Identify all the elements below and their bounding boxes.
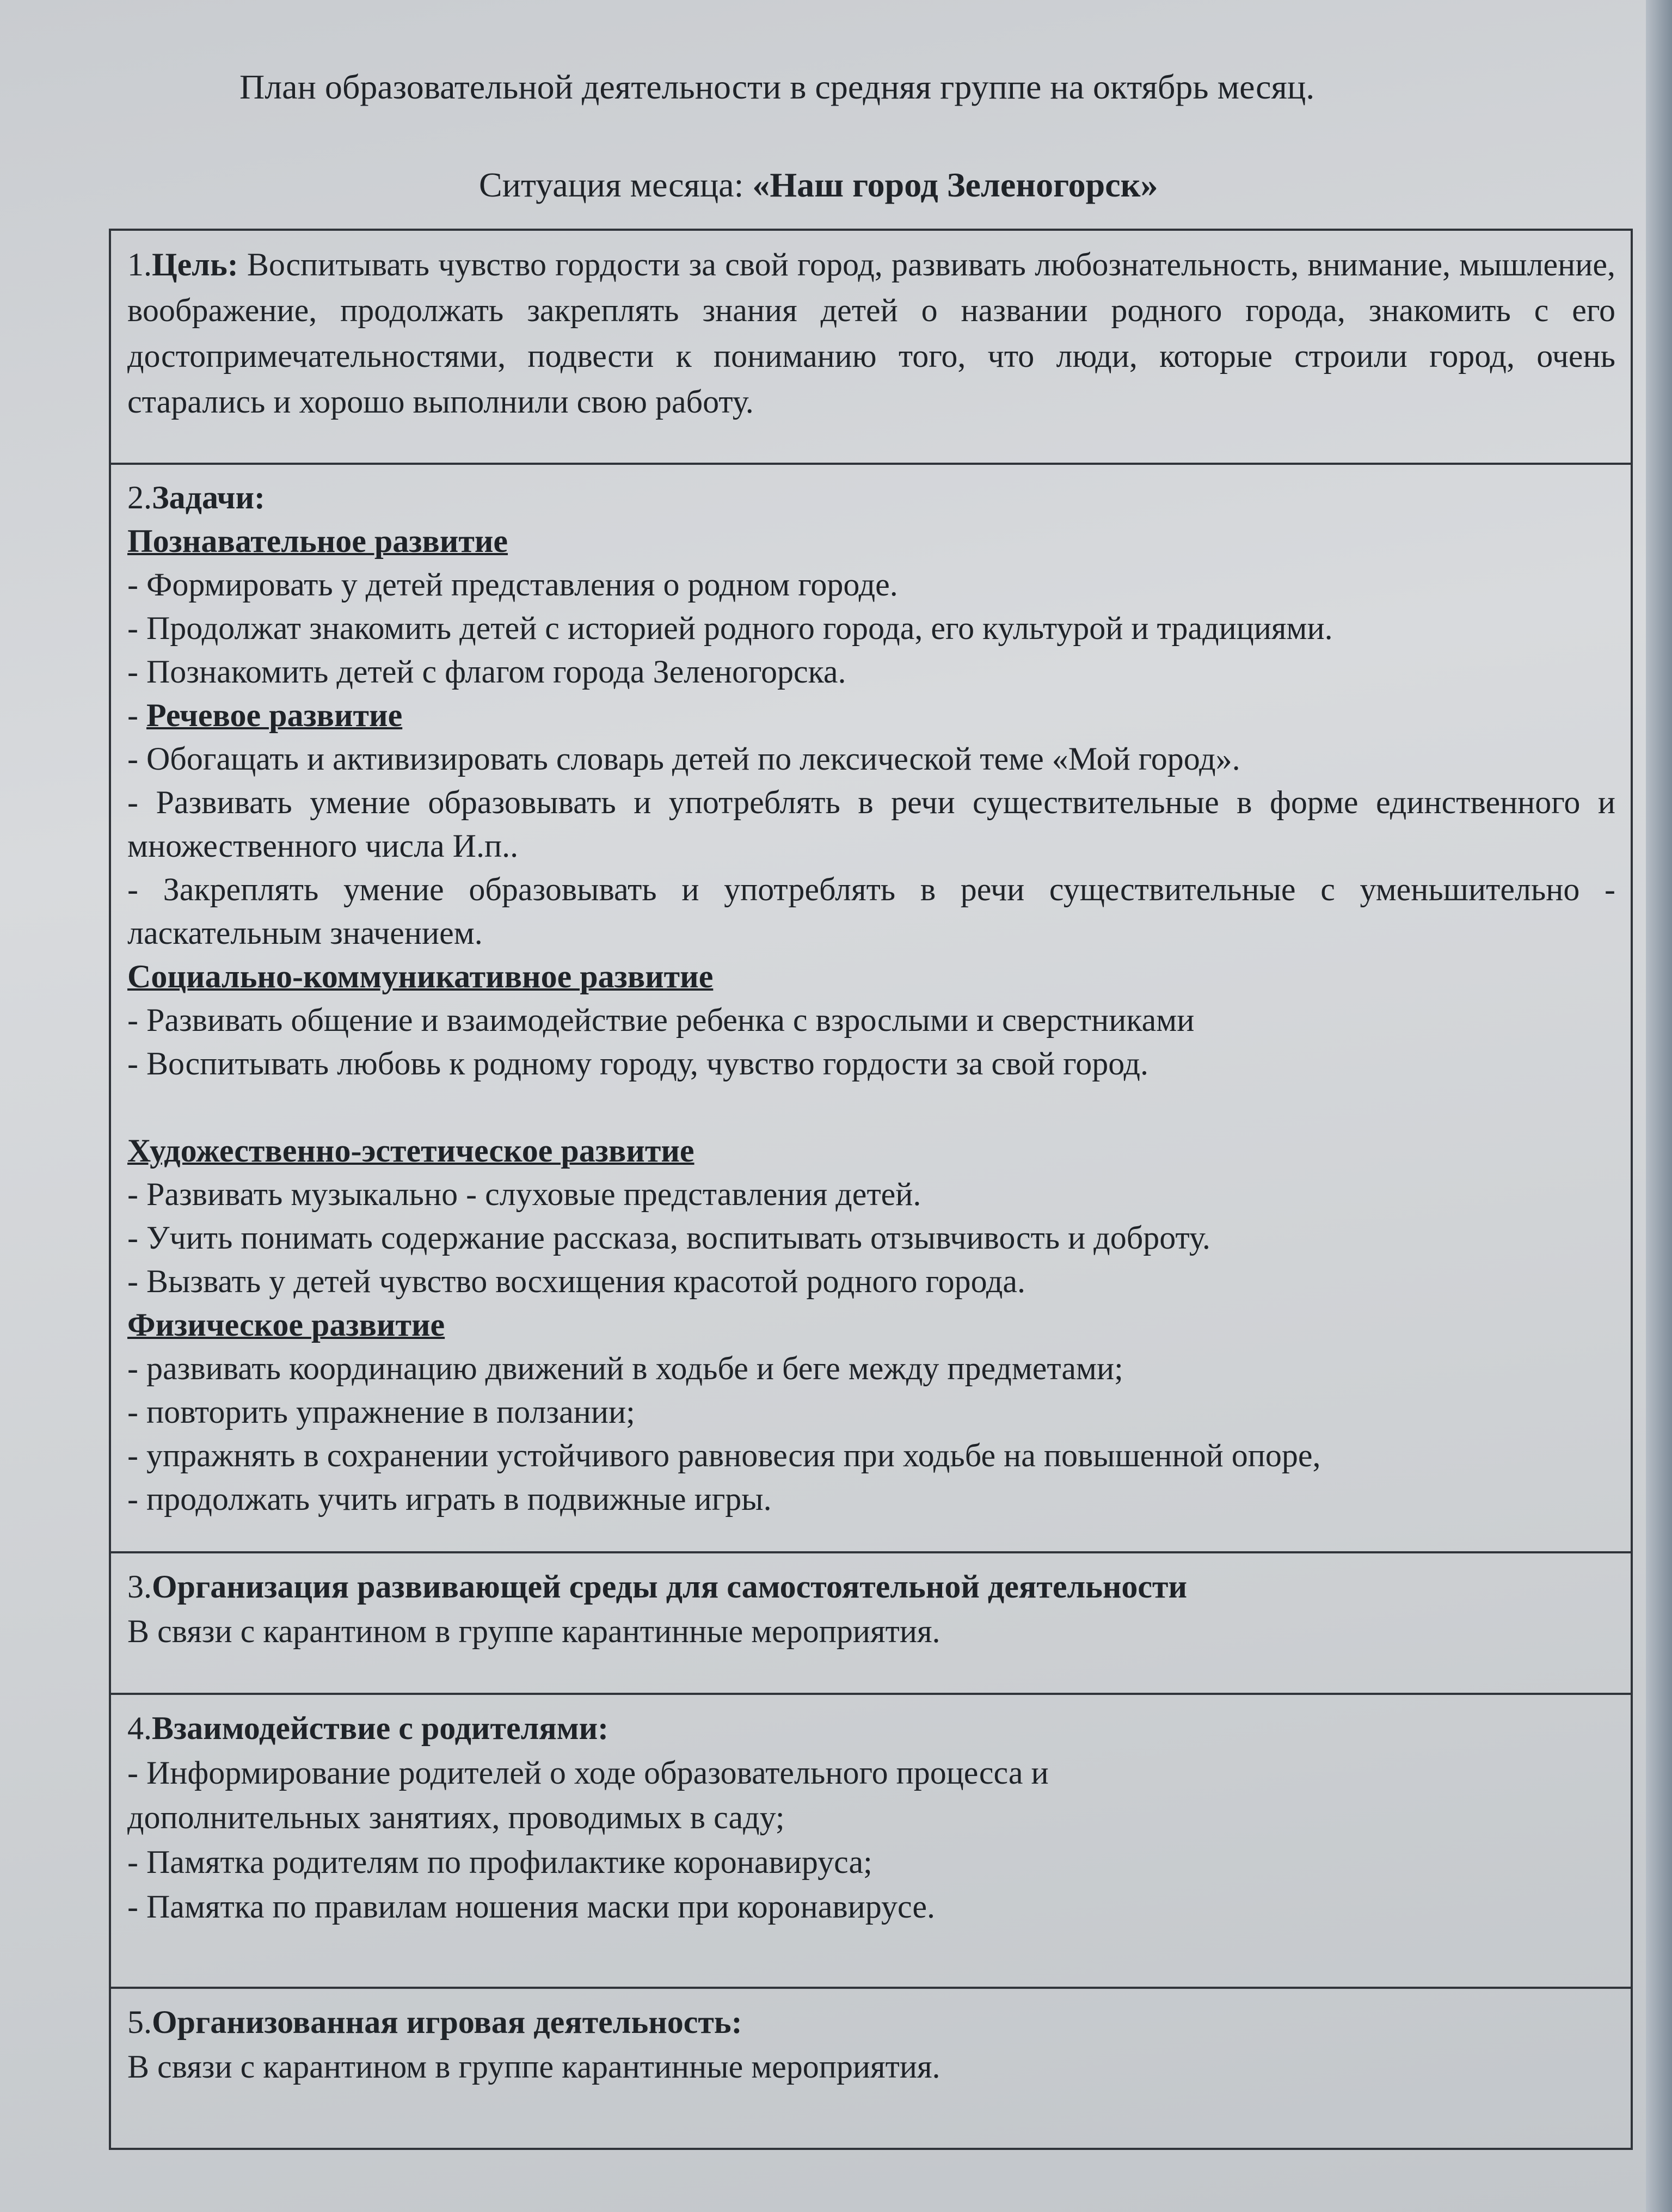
list-item: - Вызвать у детей чувство восхищения красотой родного города.	[127, 1263, 1025, 1299]
goal-section	[111, 231, 1631, 465]
page-title: План образовательной деятельности в средняя группе на октябрь месяц.	[239, 67, 1315, 106]
goal-text: Воспитывать чувство гордости за свой город, развивать любознательность, внимание, мышление, воображение, продолжать закреплять знания детей о названии родного города, знакомить с его достопримечательностями, подвести к пониманию того, что люди, которые строили город, очень старались и хорошо выполнили свою работу.	[127, 247, 1616, 420]
physical-heading: Физическое развитие	[127, 1307, 445, 1343]
parents-label: Взаимодействие с родителями:	[152, 1710, 609, 1746]
list-item: - Учить понимать содержание рассказа, воспитывать отзывчивость и доброту.	[127, 1220, 1210, 1256]
speech-prefix: -	[127, 697, 146, 733]
parents-number: 4.	[127, 1710, 152, 1746]
speech-heading-row	[127, 693, 1615, 737]
tasks-number: 2.	[127, 480, 152, 515]
list-item: - Памятка по правилам ношения маски при коронавирусе.	[127, 1889, 935, 1925]
speech-heading: Речевое развитие	[146, 697, 403, 733]
play-section	[111, 1989, 1631, 2152]
page-subtitle	[479, 163, 1513, 207]
list-item: - Развивать умение образовывать и употреблять в речи существительные в форме единственного и множественного числа И.п..	[127, 784, 1615, 864]
artistic-heading: Художественно-эстетическое развитие	[127, 1133, 694, 1169]
play-number: 5.	[127, 2004, 152, 2040]
list-item: - повторить упражнение в ползании;	[127, 1394, 635, 1430]
goal-number: 1.	[127, 247, 152, 282]
list-item: - Воспитывать любовь к родному городу, чувство гордости за свой город.	[127, 1046, 1148, 1082]
parents-section	[111, 1695, 1631, 1989]
list-item: - Памятка родителям по профилактике коронавируса;	[127, 1844, 872, 1880]
spacer	[127, 1085, 1615, 1129]
subtitle-value: «Наш город Зеленогорск»	[752, 165, 1158, 204]
goal-label: Цель:	[152, 247, 238, 282]
list-item: - продолжать учить играть в подвижные игры.	[127, 1481, 772, 1517]
page-edge	[1646, 0, 1672, 2212]
tasks-section	[111, 465, 1631, 1553]
cognitive-heading: Познавательное развитие	[127, 523, 508, 559]
environment-number: 3.	[127, 1569, 152, 1605]
list-item: - упражнять в сохранении устойчивого равновесия при ходьбе на повышенной опоре,	[127, 1437, 1321, 1473]
play-text: В связи с карантином в группе карантинные мероприятия.	[127, 2049, 941, 2085]
environment-label: Организация развивающей среды для самостоятельной деятельности	[152, 1569, 1188, 1605]
list-item: - Закреплять умение образовывать и употреблять в речи существительные с уменьшительно - ласкательным значением.	[127, 871, 1615, 951]
play-label: Организованная игровая деятельность:	[152, 2004, 742, 2040]
environment-text: В связи с карантином в группе карантинные мероприятия.	[127, 1613, 941, 1649]
environment-section	[111, 1553, 1631, 1695]
social-heading: Социально-коммуникативное развитие	[127, 958, 714, 994]
tasks-label: Задачи:	[152, 480, 266, 515]
list-item: - Продолжат знакомить детей с историей родного города, его культурой и традициями.	[127, 610, 1333, 646]
list-item: - Формировать у детей представления о родном городе.	[127, 567, 898, 603]
list-item: - развивать координацию движений в ходьбе и беге между предметами;	[127, 1350, 1123, 1386]
list-item: - Обогащать и активизировать словарь детей по лексической теме «Мой город».	[127, 741, 1240, 777]
plan-table	[109, 229, 1633, 2150]
list-item: - Развивать музыкально - слуховые представления детей.	[127, 1176, 921, 1212]
list-item: - Информирование родителей о ходе образовательного процесса и	[127, 1755, 1049, 1791]
list-item: - Развивать общение и взаимодействие ребенка с взрослыми и сверстниками	[127, 1002, 1195, 1038]
list-item: - Познакомить детей с флагом города Зеленогорска.	[127, 654, 846, 690]
subtitle-prefix: Ситуация месяца:	[479, 165, 753, 204]
list-item: дополнительных занятиях, проводимых в саду;	[127, 1799, 785, 1835]
